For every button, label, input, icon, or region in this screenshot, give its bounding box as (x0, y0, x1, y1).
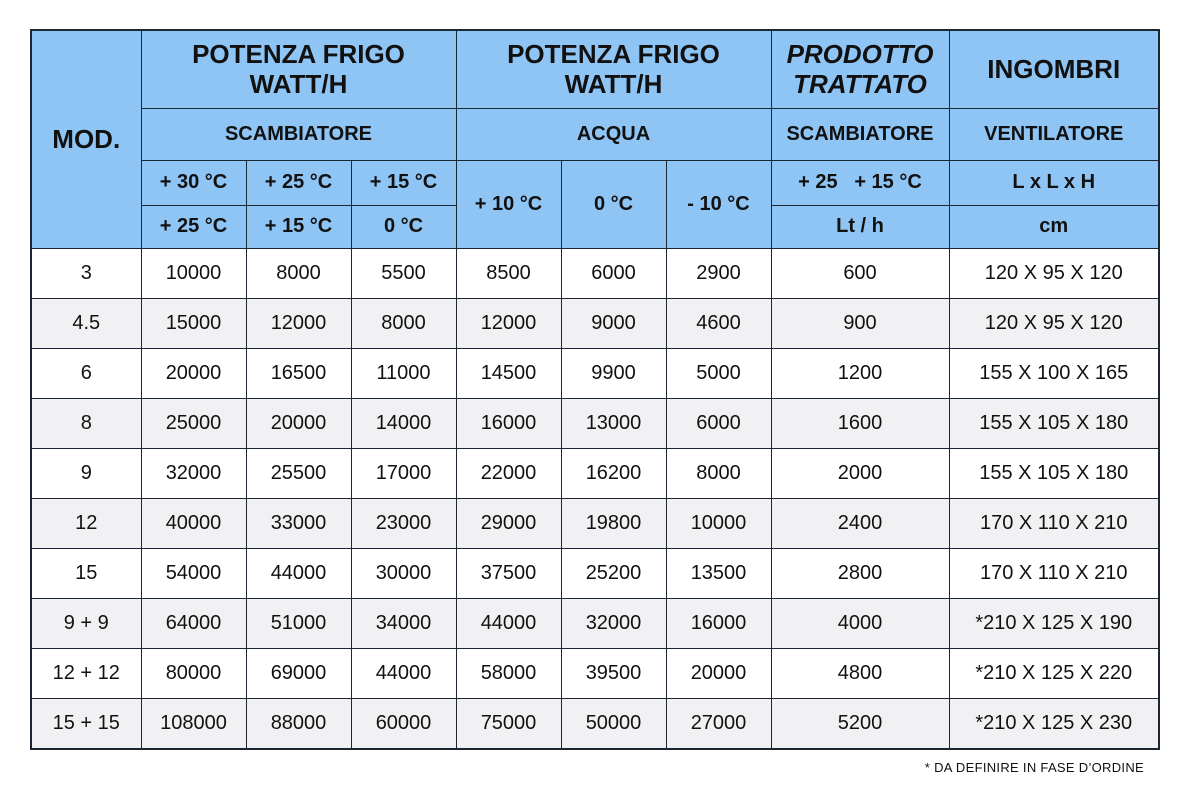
cell-exchanger-15-0: 23000 (351, 498, 456, 548)
title-line: WATT/H (249, 69, 348, 100)
table-header (31, 30, 1159, 248)
cell-product-flow: 1600 (771, 398, 949, 448)
title-line: TRATTATO (793, 69, 927, 100)
header-product-sub: SCAMBIATORE (771, 108, 949, 160)
table-row (31, 548, 1159, 598)
cell-water-minus10: 8000 (666, 448, 771, 498)
cell-water-minus10: 6000 (666, 398, 771, 448)
cell-dimensions: *210 X 125 X 230 (949, 698, 1159, 749)
cell-water-plus10: 58000 (456, 648, 561, 698)
cell-water-0: 6000 (561, 248, 666, 298)
cell-exchanger-25-15: 51000 (246, 598, 351, 648)
title-line: WATT/H (564, 69, 663, 100)
cell-water-0: 13000 (561, 398, 666, 448)
temp-bottom: + 15 °C (246, 205, 351, 248)
table-row (31, 398, 1159, 448)
cell-product-flow: 600 (771, 248, 949, 298)
cell-exchanger-15-0: 14000 (351, 398, 456, 448)
cell-water-plus10: 37500 (456, 548, 561, 598)
table-row (31, 448, 1159, 498)
product-range: + 25 + 15 °C (771, 160, 949, 205)
cell-water-minus10: 4600 (666, 298, 771, 348)
cell-model: 15 (31, 548, 141, 598)
header-power-exchanger-title (141, 30, 456, 108)
cell-product-flow: 5200 (771, 698, 949, 749)
cell-model: 9 (31, 448, 141, 498)
spec-table (30, 29, 1160, 750)
cell-dimensions: 155 X 105 X 180 (949, 448, 1159, 498)
cell-water-minus10: 16000 (666, 598, 771, 648)
cell-product-flow: 1200 (771, 348, 949, 398)
cell-water-plus10: 12000 (456, 298, 561, 348)
cell-dimensions: 155 X 100 X 165 (949, 348, 1159, 398)
cell-water-minus10: 5000 (666, 348, 771, 398)
cell-product-flow: 2000 (771, 448, 949, 498)
water-temp: + 10 °C (456, 160, 561, 248)
temp-top: + 25 °C (246, 160, 351, 205)
cell-model: 15 + 15 (31, 698, 141, 749)
header-power-water-title (456, 30, 771, 108)
cell-water-minus10: 20000 (666, 648, 771, 698)
cell-water-plus10: 29000 (456, 498, 561, 548)
cell-water-0: 19800 (561, 498, 666, 548)
header-mod: MOD. (31, 30, 141, 248)
table-row (31, 698, 1159, 749)
cell-exchanger-30-25: 40000 (141, 498, 246, 548)
header-product-title (771, 30, 949, 108)
cell-water-plus10: 44000 (456, 598, 561, 648)
header-water-sub: ACQUA (456, 108, 771, 160)
cell-water-plus10: 8500 (456, 248, 561, 298)
dimension-unit: cm (949, 205, 1159, 248)
cell-water-minus10: 2900 (666, 248, 771, 298)
table-row (31, 348, 1159, 398)
cell-exchanger-25-15: 16500 (246, 348, 351, 398)
spec-table-container (30, 29, 1160, 750)
cell-model: 8 (31, 398, 141, 448)
cell-water-0: 16200 (561, 448, 666, 498)
cell-model: 6 (31, 348, 141, 398)
cell-exchanger-15-0: 17000 (351, 448, 456, 498)
cell-dimensions: 120 X 95 X 120 (949, 298, 1159, 348)
cell-water-minus10: 13500 (666, 548, 771, 598)
cell-exchanger-15-0: 8000 (351, 298, 456, 348)
cell-dimensions: 120 X 95 X 120 (949, 248, 1159, 298)
cell-water-minus10: 10000 (666, 498, 771, 548)
cell-water-plus10: 14500 (456, 348, 561, 398)
cell-model: 9 + 9 (31, 598, 141, 648)
cell-dimensions: *210 X 125 X 190 (949, 598, 1159, 648)
cell-exchanger-15-0: 5500 (351, 248, 456, 298)
cell-water-0: 9000 (561, 298, 666, 348)
temp-bottom: 0 °C (351, 205, 456, 248)
cell-exchanger-25-15: 69000 (246, 648, 351, 698)
cell-water-plus10: 22000 (456, 448, 561, 498)
cell-water-0: 32000 (561, 598, 666, 648)
table-row (31, 298, 1159, 348)
cell-exchanger-25-15: 8000 (246, 248, 351, 298)
temp-top: + 15 °C (351, 160, 456, 205)
cell-exchanger-30-25: 25000 (141, 398, 246, 448)
cell-dimensions: 170 X 110 X 210 (949, 498, 1159, 548)
cell-exchanger-30-25: 32000 (141, 448, 246, 498)
water-temp: 0 °C (561, 160, 666, 248)
cell-water-minus10: 27000 (666, 698, 771, 749)
water-temp: - 10 °C (666, 160, 771, 248)
cell-exchanger-30-25: 10000 (141, 248, 246, 298)
cell-dimensions: *210 X 125 X 220 (949, 648, 1159, 698)
cell-water-plus10: 75000 (456, 698, 561, 749)
cell-dimensions: 170 X 110 X 210 (949, 548, 1159, 598)
cell-model: 12 + 12 (31, 648, 141, 698)
cell-product-flow: 2400 (771, 498, 949, 548)
title-line: PRODOTTO (786, 39, 934, 70)
header-exchanger-sub: SCAMBIATORE (141, 108, 456, 160)
cell-exchanger-15-0: 44000 (351, 648, 456, 698)
cell-exchanger-15-0: 30000 (351, 548, 456, 598)
table-row (31, 498, 1159, 548)
cell-model: 4.5 (31, 298, 141, 348)
cell-product-flow: 4000 (771, 598, 949, 648)
table-row (31, 648, 1159, 698)
cell-product-flow: 900 (771, 298, 949, 348)
cell-water-0: 50000 (561, 698, 666, 749)
cell-exchanger-25-15: 33000 (246, 498, 351, 548)
cell-model: 3 (31, 248, 141, 298)
title-line: POTENZA FRIGO (192, 39, 405, 70)
cell-exchanger-30-25: 15000 (141, 298, 246, 348)
dimension-label: L x L x H (949, 160, 1159, 205)
cell-exchanger-30-25: 64000 (141, 598, 246, 648)
cell-water-0: 39500 (561, 648, 666, 698)
cell-dimensions: 155 X 105 X 180 (949, 398, 1159, 448)
header-fan-sub: VENTILATORE (949, 108, 1159, 160)
cell-exchanger-25-15: 20000 (246, 398, 351, 448)
header-dimensions-title: INGOMBRI (949, 30, 1159, 108)
cell-exchanger-25-15: 12000 (246, 298, 351, 348)
cell-water-0: 9900 (561, 348, 666, 398)
temp-top: + 30 °C (141, 160, 246, 205)
temp-bottom: + 25 °C (141, 205, 246, 248)
cell-exchanger-25-15: 88000 (246, 698, 351, 749)
title-line: POTENZA FRIGO (507, 39, 720, 70)
cell-exchanger-15-0: 60000 (351, 698, 456, 749)
cell-exchanger-30-25: 20000 (141, 348, 246, 398)
table-row (31, 598, 1159, 648)
product-unit: Lt / h (771, 205, 949, 248)
cell-product-flow: 4800 (771, 648, 949, 698)
cell-exchanger-30-25: 54000 (141, 548, 246, 598)
cell-exchanger-25-15: 44000 (246, 548, 351, 598)
cell-exchanger-15-0: 34000 (351, 598, 456, 648)
table-body (31, 248, 1159, 749)
cell-model: 12 (31, 498, 141, 548)
table-row (31, 248, 1159, 298)
cell-water-plus10: 16000 (456, 398, 561, 448)
footnote: * DA DEFINIRE IN FASE D’ORDINE (924, 760, 1144, 775)
cell-product-flow: 2800 (771, 548, 949, 598)
cell-water-0: 25200 (561, 548, 666, 598)
cell-exchanger-30-25: 80000 (141, 648, 246, 698)
cell-exchanger-30-25: 108000 (141, 698, 246, 749)
cell-exchanger-15-0: 11000 (351, 348, 456, 398)
cell-exchanger-25-15: 25500 (246, 448, 351, 498)
